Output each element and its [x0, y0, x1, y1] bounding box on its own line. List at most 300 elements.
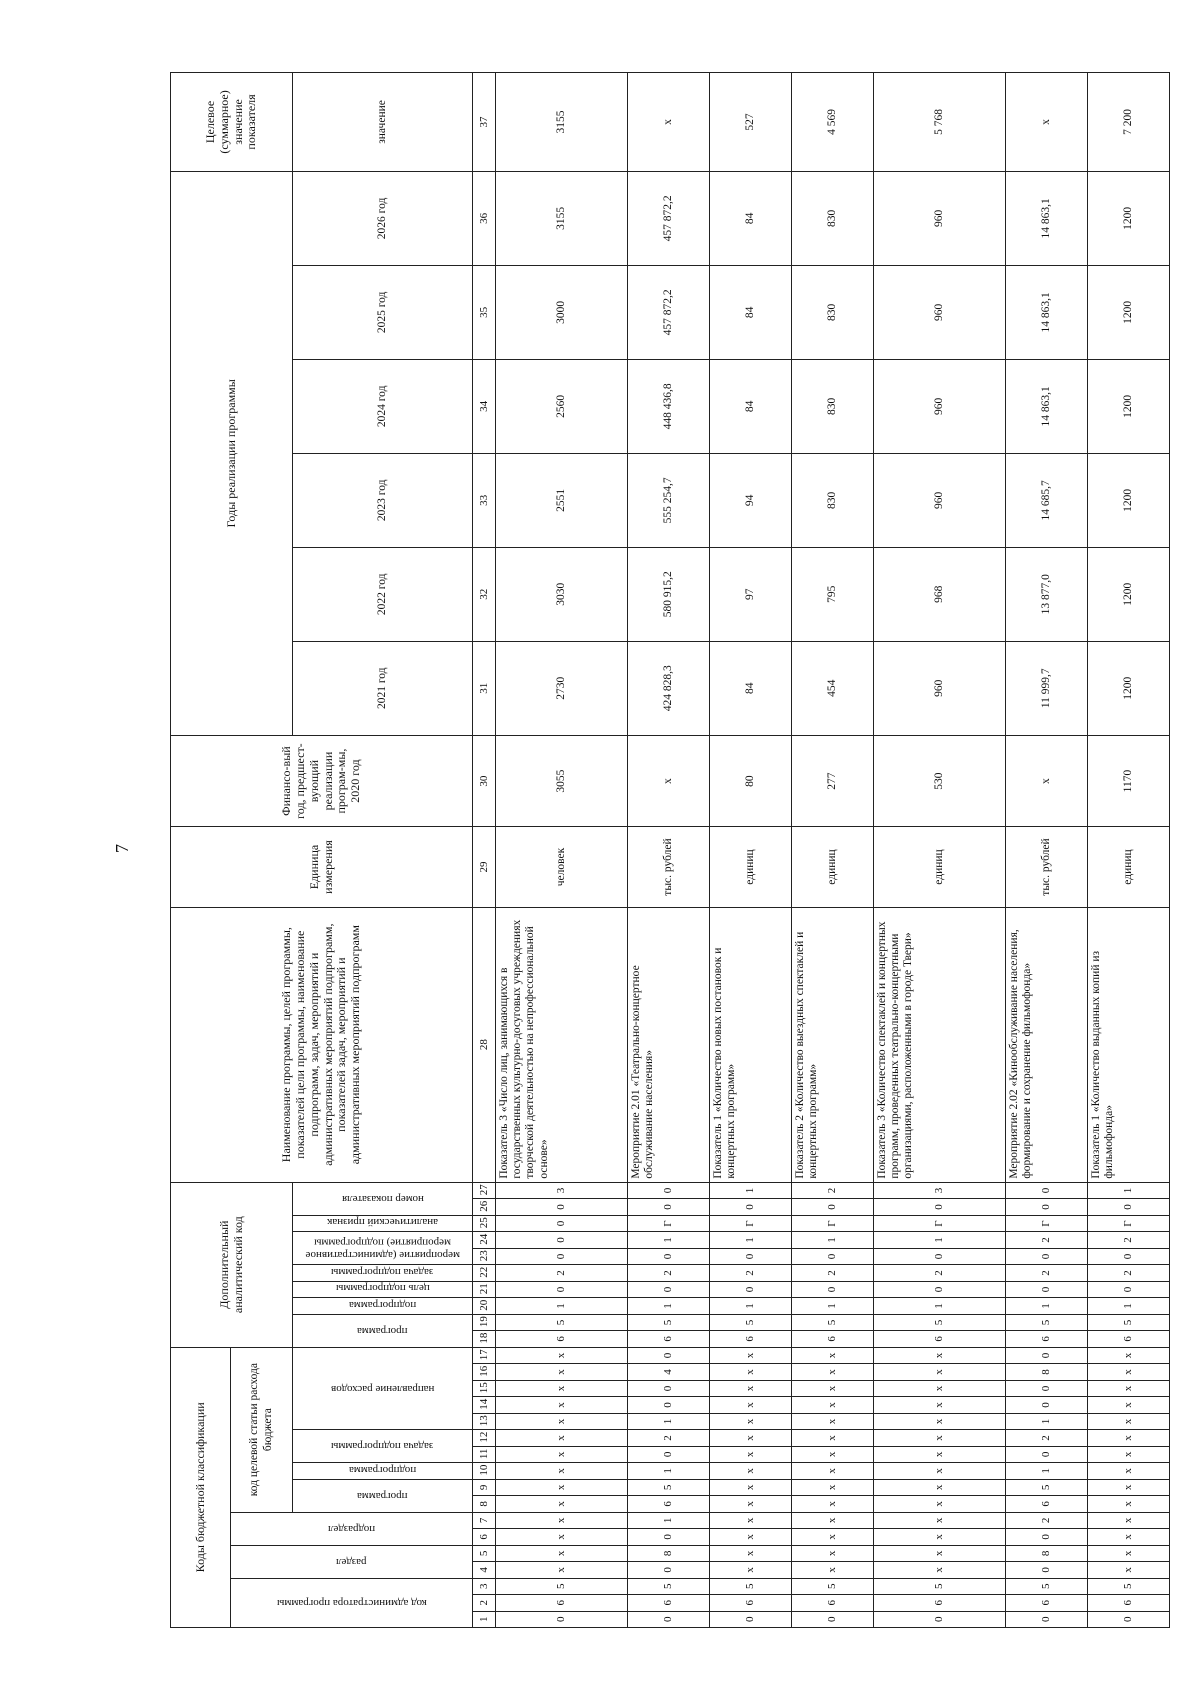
- subprogram-goal-header: цель подпрограммы: [293, 1281, 473, 1297]
- code-cell: х: [874, 1496, 1006, 1512]
- name-header: Наименование программы, целей программы, показателей цели программы, наименование подпрограмм, задач, мероприятий и административных мероприятий подпрограмм, показателей задач, мероприятий и административных мероприятий подпрограмм: [171, 907, 473, 1182]
- code-cell: 2: [627, 1265, 709, 1281]
- column-number: 5: [473, 1545, 496, 1561]
- code-cell: 1: [1005, 1298, 1087, 1314]
- code-cell: х: [874, 1479, 1006, 1495]
- row-year-value: 454: [791, 641, 873, 735]
- code-cell: х: [1087, 1562, 1169, 1578]
- code-cell: 5: [1087, 1578, 1169, 1594]
- column-number: 18: [473, 1331, 496, 1347]
- code-cell: 1: [496, 1298, 628, 1314]
- table-row: [627, 73, 709, 1628]
- code-cell: х: [791, 1479, 873, 1495]
- code-cell: х: [709, 1413, 791, 1429]
- code-cell: 6: [874, 1331, 1006, 1347]
- column-number: 37: [473, 73, 496, 172]
- code-cell: 0: [1087, 1611, 1169, 1627]
- row-year-value: 1200: [1087, 641, 1169, 735]
- code-cell: 5: [1005, 1578, 1087, 1594]
- code-cell: х: [1087, 1496, 1169, 1512]
- column-number: 6: [473, 1529, 496, 1545]
- table-row: [1087, 73, 1169, 1628]
- row-year-value: 3155: [496, 171, 628, 265]
- code-cell: 0: [1005, 1562, 1087, 1578]
- code-cell: х: [791, 1463, 873, 1479]
- column-number: 2: [473, 1595, 496, 1611]
- row-year-value: 2560: [496, 359, 628, 453]
- column-number: 13: [473, 1413, 496, 1429]
- code-cell: 0: [1005, 1199, 1087, 1215]
- column-number: 25: [473, 1215, 496, 1231]
- code-cell: 6: [709, 1331, 791, 1347]
- row-target: 527: [709, 73, 791, 172]
- code-cell: х: [1087, 1512, 1169, 1528]
- row-year-value: 84: [709, 265, 791, 359]
- row-year-value: 830: [791, 171, 873, 265]
- code-cell: х: [1087, 1380, 1169, 1396]
- code-cell: Г: [791, 1215, 873, 1231]
- code-cell: 5: [627, 1314, 709, 1330]
- column-number: 29: [473, 827, 496, 907]
- code-cell: х: [874, 1380, 1006, 1396]
- row-year-value: 1200: [1087, 453, 1169, 547]
- code-cell: 0: [1087, 1281, 1169, 1297]
- code-cell: 2: [1087, 1232, 1169, 1248]
- column-number: 36: [473, 171, 496, 265]
- code-cell: х: [791, 1545, 873, 1561]
- code-cell: 0: [1005, 1248, 1087, 1264]
- code-cell: х: [791, 1347, 873, 1364]
- code-cell: х: [874, 1364, 1006, 1380]
- row-year-value: 830: [791, 265, 873, 359]
- row-name: Показатель 3 «Число лиц, занимающихся в государственных культурно-досуговых учреждениях творческой деятельностью на непрофессиональной основе»: [496, 907, 628, 1182]
- code-cell: х: [874, 1463, 1006, 1479]
- code-cell: 2: [496, 1265, 628, 1281]
- code-cell: 0: [1005, 1347, 1087, 1364]
- code-cell: х: [709, 1545, 791, 1561]
- program-header: программа: [293, 1479, 473, 1512]
- code-cell: х: [1087, 1446, 1169, 1462]
- code-cell: 2: [1087, 1265, 1169, 1281]
- code-cell: х: [709, 1496, 791, 1512]
- column-number: 10: [473, 1463, 496, 1479]
- code-cell: х: [496, 1512, 628, 1528]
- code-cell: х: [709, 1397, 791, 1413]
- code-cell: х: [496, 1430, 628, 1446]
- column-number: 9: [473, 1479, 496, 1495]
- row-year-value: 2730: [496, 641, 628, 735]
- column-number: 3: [473, 1578, 496, 1594]
- row-name: Мероприятие 2.02 «Кинообслуживание населения, формирование и сохранение фильмофонда»: [1005, 907, 1087, 1182]
- row-name: Показатель 1 «Количество новых постановок и концертных программ»: [709, 907, 791, 1182]
- code-cell: х: [874, 1347, 1006, 1364]
- code-cell: 1: [709, 1232, 791, 1248]
- row-year-value: 84: [709, 641, 791, 735]
- code-cell: 0: [1005, 1397, 1087, 1413]
- code-cell: х: [496, 1496, 628, 1512]
- code-cell: 0: [1005, 1380, 1087, 1396]
- code-cell: х: [709, 1463, 791, 1479]
- code-cell: 2: [791, 1265, 873, 1281]
- code-cell: 0: [791, 1611, 873, 1627]
- column-number: 1: [473, 1611, 496, 1627]
- code-cell: х: [709, 1529, 791, 1545]
- code-cell: х: [1087, 1397, 1169, 1413]
- row-year-value: 960: [874, 171, 1006, 265]
- code-cell: 0: [709, 1611, 791, 1627]
- code-cell: х: [709, 1347, 791, 1364]
- code-cell: х: [496, 1446, 628, 1462]
- code-cell: 1: [709, 1182, 791, 1199]
- code-cell: х: [791, 1529, 873, 1545]
- column-number: 11: [473, 1446, 496, 1462]
- code-cell: 1: [1087, 1298, 1169, 1314]
- code-cell: х: [874, 1512, 1006, 1528]
- row-target: х: [1005, 73, 1087, 172]
- code-cell: х: [496, 1463, 628, 1479]
- code-cell: х: [496, 1413, 628, 1429]
- code-cell: Г: [1087, 1215, 1169, 1231]
- code-cell: 6: [496, 1331, 628, 1347]
- code-cell: 6: [627, 1496, 709, 1512]
- activity-header: мероприятие (административное мероприятие) подпрограммы: [293, 1232, 473, 1265]
- row-unit: единиц: [874, 827, 1006, 907]
- row-year-value: 1200: [1087, 171, 1169, 265]
- code-cell: 1: [791, 1298, 873, 1314]
- code-cell: х: [874, 1430, 1006, 1446]
- row-year-value: 960: [874, 359, 1006, 453]
- code-cell: х: [1087, 1479, 1169, 1495]
- row-name: Показатель 1 «Количество выданных копий из фильмофонда»: [1087, 907, 1169, 1182]
- column-number: 22: [473, 1265, 496, 1281]
- column-number-row: [473, 73, 496, 1628]
- code-cell: 1: [627, 1232, 709, 1248]
- code-cell: х: [709, 1364, 791, 1380]
- code-cell: 0: [627, 1281, 709, 1297]
- prev-year-header: Финансо-вый год, предшест-вующий реализации програм-мы, 2020 год: [171, 735, 473, 827]
- budget-codes-header: Коды бюджетной классификации: [171, 1347, 231, 1627]
- code-cell: 0: [627, 1397, 709, 1413]
- code-cell: Г: [627, 1215, 709, 1231]
- code-cell: 0: [496, 1248, 628, 1264]
- code-cell: 5: [1005, 1314, 1087, 1330]
- row-prev-year: 277: [791, 735, 873, 827]
- column-number: 21: [473, 1281, 496, 1297]
- row-year-value: 3000: [496, 265, 628, 359]
- row-target: х: [627, 73, 709, 172]
- code-cell: 2: [791, 1182, 873, 1199]
- code-cell: 2: [1005, 1512, 1087, 1528]
- page-number: 7: [112, 844, 132, 853]
- code-cell: 1: [791, 1232, 873, 1248]
- code-cell: 6: [1005, 1595, 1087, 1611]
- column-number: 8: [473, 1496, 496, 1512]
- row-year-value: 14 863,1: [1005, 265, 1087, 359]
- code-cell: 0: [496, 1215, 628, 1231]
- code-cell: 6: [1005, 1496, 1087, 1512]
- code-cell: 0: [627, 1529, 709, 1545]
- expense-direction-header: направление расходов: [293, 1347, 473, 1430]
- code-cell: 0: [1087, 1248, 1169, 1264]
- row-year-value: 3030: [496, 547, 628, 641]
- row-year-value: 830: [791, 359, 873, 453]
- column-number: 28: [473, 907, 496, 1182]
- row-year-value: 960: [874, 265, 1006, 359]
- code-cell: 3: [874, 1182, 1006, 1199]
- code-cell: 0: [627, 1611, 709, 1627]
- row-year-value: 14 863,1: [1005, 359, 1087, 453]
- row-name: Показатель 3 «Количество спектаклей и концертных программ, проведенных театрально-концертными организациями, расположенными в городе Твери»: [874, 907, 1006, 1182]
- code-cell: х: [496, 1364, 628, 1380]
- row-unit: тыс. рублей: [1005, 827, 1087, 907]
- table-row: [496, 73, 628, 1628]
- code-cell: х: [874, 1397, 1006, 1413]
- code-cell: 3: [496, 1182, 628, 1199]
- row-year-value: 94: [709, 453, 791, 547]
- row-target: 3155: [496, 73, 628, 172]
- code-cell: 2: [1005, 1265, 1087, 1281]
- column-number: 31: [473, 641, 496, 735]
- code-cell: 0: [1005, 1182, 1087, 1199]
- code-cell: х: [791, 1446, 873, 1462]
- code-cell: х: [496, 1545, 628, 1561]
- code-cell: 2: [1005, 1232, 1087, 1248]
- code-cell: 0: [1005, 1611, 1087, 1627]
- code-cell: х: [791, 1512, 873, 1528]
- code-cell: х: [791, 1380, 873, 1396]
- code-cell: Г: [874, 1215, 1006, 1231]
- code-cell: 2: [709, 1265, 791, 1281]
- column-number: 24: [473, 1232, 496, 1248]
- row-unit: человек: [496, 827, 628, 907]
- code-cell: 5: [874, 1578, 1006, 1594]
- add-subprogram-header: подпрограмма: [293, 1298, 473, 1314]
- years-group-header: Годы реализации программы: [171, 171, 293, 735]
- code-cell: Г: [709, 1215, 791, 1231]
- code-cell: 0: [1005, 1446, 1087, 1462]
- row-year-value: 830: [791, 453, 873, 547]
- row-year-value: 960: [874, 641, 1006, 735]
- code-cell: 5: [627, 1479, 709, 1495]
- code-cell: х: [874, 1545, 1006, 1561]
- code-cell: х: [791, 1413, 873, 1429]
- row-unit: единиц: [709, 827, 791, 907]
- column-number: 26: [473, 1199, 496, 1215]
- code-cell: 0: [874, 1281, 1006, 1297]
- code-cell: х: [1087, 1364, 1169, 1380]
- code-cell: х: [874, 1529, 1006, 1545]
- code-cell: 1: [709, 1298, 791, 1314]
- year-2022-header: 2022 год: [293, 547, 473, 641]
- indicator-table: [170, 72, 1170, 1628]
- code-cell: 6: [496, 1595, 628, 1611]
- row-name: Показатель 2 «Количество выездных спектаклей и концертных программ»: [791, 907, 873, 1182]
- add-program-header: программа: [293, 1314, 473, 1347]
- code-cell: 5: [874, 1314, 1006, 1330]
- code-cell: Г: [1005, 1215, 1087, 1231]
- row-year-value: 960: [874, 453, 1006, 547]
- row-target: 4 569: [791, 73, 873, 172]
- code-cell: 0: [496, 1232, 628, 1248]
- column-number: 15: [473, 1380, 496, 1396]
- code-cell: 0: [627, 1446, 709, 1462]
- table-row: [791, 73, 873, 1628]
- code-cell: 1: [1005, 1463, 1087, 1479]
- subprogram-header: подпрограмма: [293, 1463, 473, 1479]
- code-cell: 5: [709, 1578, 791, 1594]
- code-cell: 5: [791, 1314, 873, 1330]
- row-year-value: 97: [709, 547, 791, 641]
- code-cell: 0: [496, 1199, 628, 1215]
- column-number: 27: [473, 1182, 496, 1199]
- code-cell: 1: [1087, 1182, 1169, 1199]
- code-cell: х: [709, 1380, 791, 1396]
- code-cell: 4: [627, 1364, 709, 1380]
- subprogram-task-header: задача подпрограммы: [293, 1430, 473, 1463]
- code-cell: х: [496, 1347, 628, 1364]
- code-cell: 0: [709, 1281, 791, 1297]
- code-cell: х: [1087, 1347, 1169, 1364]
- row-year-value: 457 872,2: [627, 171, 709, 265]
- code-cell: 0: [791, 1281, 873, 1297]
- code-cell: 0: [496, 1281, 628, 1297]
- code-cell: 5: [1087, 1314, 1169, 1330]
- row-year-value: 13 877,0: [1005, 547, 1087, 641]
- row-year-value: 968: [874, 547, 1006, 641]
- year-2021-header: 2021 год: [293, 641, 473, 735]
- code-cell: х: [791, 1496, 873, 1512]
- code-cell: 0: [627, 1347, 709, 1364]
- row-unit: единиц: [791, 827, 873, 907]
- code-cell: 0: [627, 1248, 709, 1264]
- row-prev-year: 530: [874, 735, 1006, 827]
- year-2023-header: 2023 год: [293, 453, 473, 547]
- row-year-value: 424 828,3: [627, 641, 709, 735]
- row-unit: тыс. рублей: [627, 827, 709, 907]
- code-cell: 0: [791, 1248, 873, 1264]
- row-year-value: 580 915,2: [627, 547, 709, 641]
- code-cell: х: [1087, 1529, 1169, 1545]
- code-cell: 8: [1005, 1364, 1087, 1380]
- code-cell: 6: [627, 1595, 709, 1611]
- code-cell: х: [791, 1430, 873, 1446]
- row-year-value: 1200: [1087, 547, 1169, 641]
- code-cell: 5: [496, 1314, 628, 1330]
- code-cell: 8: [627, 1545, 709, 1561]
- analytic-sign-header: аналитический признак: [293, 1215, 473, 1231]
- code-cell: 0: [709, 1248, 791, 1264]
- unit-header: Единица измерения: [171, 827, 473, 907]
- code-cell: 6: [627, 1331, 709, 1347]
- code-cell: 0: [874, 1248, 1006, 1264]
- column-number: 35: [473, 265, 496, 359]
- rotated-table-page: [170, 72, 1170, 1628]
- column-number: 34: [473, 359, 496, 453]
- code-cell: 5: [709, 1314, 791, 1330]
- column-number: 12: [473, 1430, 496, 1446]
- table-row: [874, 73, 1006, 1628]
- code-cell: 2: [874, 1265, 1006, 1281]
- code-cell: 1: [874, 1232, 1006, 1248]
- row-target: 7 200: [1087, 73, 1169, 172]
- code-cell: 5: [791, 1578, 873, 1594]
- subsection-header: подраздел: [231, 1512, 473, 1545]
- code-cell: 5: [1005, 1479, 1087, 1495]
- row-name: Мероприятие 2.01 «Театрально-концертное обслуживание населения»: [627, 907, 709, 1182]
- column-number: 4: [473, 1562, 496, 1578]
- row-year-value: 555 254,7: [627, 453, 709, 547]
- code-cell: х: [709, 1430, 791, 1446]
- column-number: 14: [473, 1397, 496, 1413]
- column-number: 17: [473, 1347, 496, 1364]
- row-target: 5 768: [874, 73, 1006, 172]
- code-cell: х: [791, 1364, 873, 1380]
- code-cell: 0: [627, 1380, 709, 1396]
- code-cell: 6: [791, 1595, 873, 1611]
- row-prev-year: 3055: [496, 735, 628, 827]
- target-code-header: код целевой статьи расхода бюджета: [231, 1347, 293, 1512]
- code-cell: 0: [627, 1562, 709, 1578]
- row-prev-year: 80: [709, 735, 791, 827]
- code-cell: 0: [1005, 1281, 1087, 1297]
- code-cell: 1: [1005, 1413, 1087, 1429]
- column-number: 7: [473, 1512, 496, 1528]
- code-cell: х: [496, 1479, 628, 1495]
- row-year-value: 11 999,7: [1005, 641, 1087, 735]
- code-cell: 2: [1005, 1430, 1087, 1446]
- code-cell: 5: [496, 1578, 628, 1594]
- column-number: 20: [473, 1298, 496, 1314]
- row-year-value: 1200: [1087, 359, 1169, 453]
- code-cell: 0: [709, 1199, 791, 1215]
- row-year-value: 457 872,2: [627, 265, 709, 359]
- code-cell: х: [709, 1446, 791, 1462]
- year-2026-header: 2026 год: [293, 171, 473, 265]
- row-year-value: 795: [791, 547, 873, 641]
- indicator-number-header: номер показателя: [293, 1182, 473, 1215]
- code-cell: 1: [627, 1413, 709, 1429]
- code-cell: х: [1087, 1413, 1169, 1429]
- row-year-value: 1200: [1087, 265, 1169, 359]
- code-cell: 0: [1087, 1199, 1169, 1215]
- row-prev-year: х: [1005, 735, 1087, 827]
- code-cell: 8: [1005, 1545, 1087, 1561]
- code-cell: 0: [496, 1611, 628, 1627]
- code-cell: х: [496, 1529, 628, 1545]
- code-cell: х: [496, 1562, 628, 1578]
- code-cell: х: [709, 1562, 791, 1578]
- code-cell: 1: [627, 1463, 709, 1479]
- column-number: 19: [473, 1314, 496, 1330]
- code-cell: 2: [627, 1430, 709, 1446]
- column-number: 30: [473, 735, 496, 827]
- code-cell: х: [1087, 1545, 1169, 1561]
- code-cell: х: [496, 1397, 628, 1413]
- code-cell: х: [709, 1512, 791, 1528]
- year-2025-header: 2025 год: [293, 265, 473, 359]
- code-cell: 0: [1005, 1529, 1087, 1545]
- code-cell: х: [874, 1562, 1006, 1578]
- additional-code-header: Дополнительный аналитический код: [171, 1182, 293, 1347]
- target-value-header: значение: [293, 73, 473, 172]
- row-year-value: 2551: [496, 453, 628, 547]
- code-cell: 1: [627, 1512, 709, 1528]
- target-group-header: Целевое (суммарное) значение показателя: [171, 73, 293, 172]
- row-year-value: 84: [709, 359, 791, 453]
- code-cell: х: [874, 1446, 1006, 1462]
- row-year-value: 14 685,7: [1005, 453, 1087, 547]
- table-row: [709, 73, 791, 1628]
